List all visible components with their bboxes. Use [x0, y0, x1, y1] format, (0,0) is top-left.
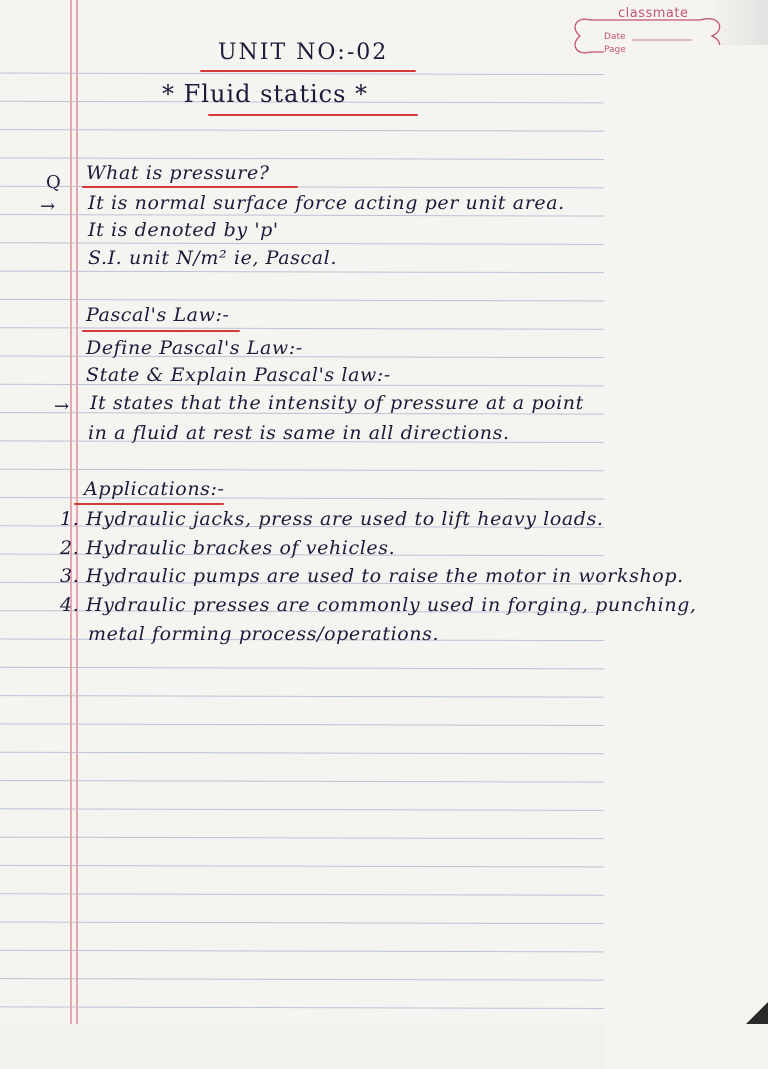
classmate-logo: [560, 6, 728, 64]
arrow-icon: →: [54, 396, 70, 417]
page-corner: [746, 1002, 768, 1024]
question-underline: [82, 186, 298, 188]
applications-underline: [74, 503, 224, 505]
date-label: Date: [604, 32, 626, 42]
pascal-statement: It states that the intensity of pressure at a point: [90, 392, 584, 414]
pascal-statement: in a fluid at rest is same in all directions.: [88, 422, 510, 444]
topic-heading: * Fluid statics *: [162, 80, 369, 108]
pascal-line: Define Pascal's Law:-: [86, 337, 303, 359]
brand-name: classmate: [618, 6, 689, 21]
answer-line: It is normal surface force acting per unit area.: [88, 192, 565, 214]
application-item: 4. Hydraulic presses are commonly used in forging, punching,: [60, 594, 697, 616]
pascal-heading: Pascal's Law:-: [86, 304, 230, 326]
application-item: 2. Hydraulic brackes of vehicles.: [60, 537, 396, 559]
application-item: 3. Hydraulic pumps are used to raise the motor in workshop.: [60, 565, 684, 587]
answer-line: S.I. unit N/m² ie, Pascal.: [88, 247, 337, 269]
pascal-underline: [82, 330, 240, 332]
applications-heading: Applications:-: [84, 478, 225, 500]
page-label: Page: [604, 45, 768, 1069]
application-item-continued: metal forming process/operations.: [88, 623, 440, 645]
application-item: 1. Hydraulic jacks, press are used to lift heavy loads.: [60, 508, 604, 530]
title-underline: [200, 70, 416, 72]
question-marker: Q: [46, 172, 61, 193]
pascal-line: State & Explain Pascal's law:-: [86, 364, 391, 386]
question-text: What is pressure?: [86, 162, 270, 184]
answer-line: It is denoted by 'p': [88, 219, 279, 241]
unit-title: UNIT NO:-02: [218, 40, 389, 65]
topic-underline: [208, 114, 418, 116]
arrow-icon: →: [40, 196, 56, 217]
